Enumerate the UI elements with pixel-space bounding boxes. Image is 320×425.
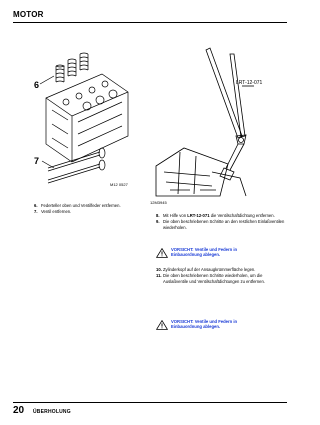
step-10: 10. Zylinderkopf auf der Ansaugkrümmerfläche legen.	[156, 267, 256, 272]
caution-text-2: Einbauordnung ablegen.	[171, 324, 221, 330]
figure-reference-right-label: 12M3945	[150, 200, 167, 205]
tool-label-lrt-12-071: LRT-12-071	[236, 80, 263, 86]
caution-title-1: VORSICHT: Ventile und Federn in	[171, 247, 238, 252]
caution-text-1: Einbauordnung ablegen.	[171, 252, 221, 258]
tool-reference: LRT-12-071	[187, 213, 210, 218]
step-6: 6. Federteller oben und Ventilfeder entfernen.	[34, 203, 121, 208]
callout-7: 7	[34, 156, 40, 166]
warning-triangle-icon	[156, 248, 168, 258]
figure-reference-left: M12 0527	[110, 182, 128, 187]
step-8: 8. Mit Hilfe von LRT-12-071 die Ventilschaftdichtung entfernen.	[156, 213, 275, 218]
callout-6: 6	[34, 80, 40, 90]
valve-seal-tool-illustration	[150, 40, 268, 200]
page-header-title: MOTOR	[13, 10, 44, 19]
step-7: 7. Ventil entfernen.	[34, 209, 72, 215]
footer-section-name: ÜBERHOLUNG	[33, 409, 71, 415]
step-9: 9. Die oben beschriebenen Schritte an den restlichen Einlaßventilen wiederholen.	[156, 219, 285, 230]
step-11: 11. Die oben beschriebenen Schritte wiederholen, um die Auslaßventile und Ventilschaftdichtungen zu entfernen.	[156, 273, 265, 284]
header-divider	[13, 22, 287, 23]
cylinder-head-illustration	[32, 40, 136, 200]
steps-list-right-b	[156, 267, 286, 285]
page-number: 20	[13, 405, 25, 416]
caution-note-2	[156, 319, 286, 330]
steps-list-left	[34, 203, 144, 215]
warning-triangle-icon	[156, 320, 168, 330]
caution-title-2: VORSICHT: Ventile und Federn in	[171, 319, 238, 324]
caution-note-1	[156, 247, 286, 258]
footer-divider	[13, 402, 287, 403]
steps-list-right-a	[156, 213, 286, 231]
